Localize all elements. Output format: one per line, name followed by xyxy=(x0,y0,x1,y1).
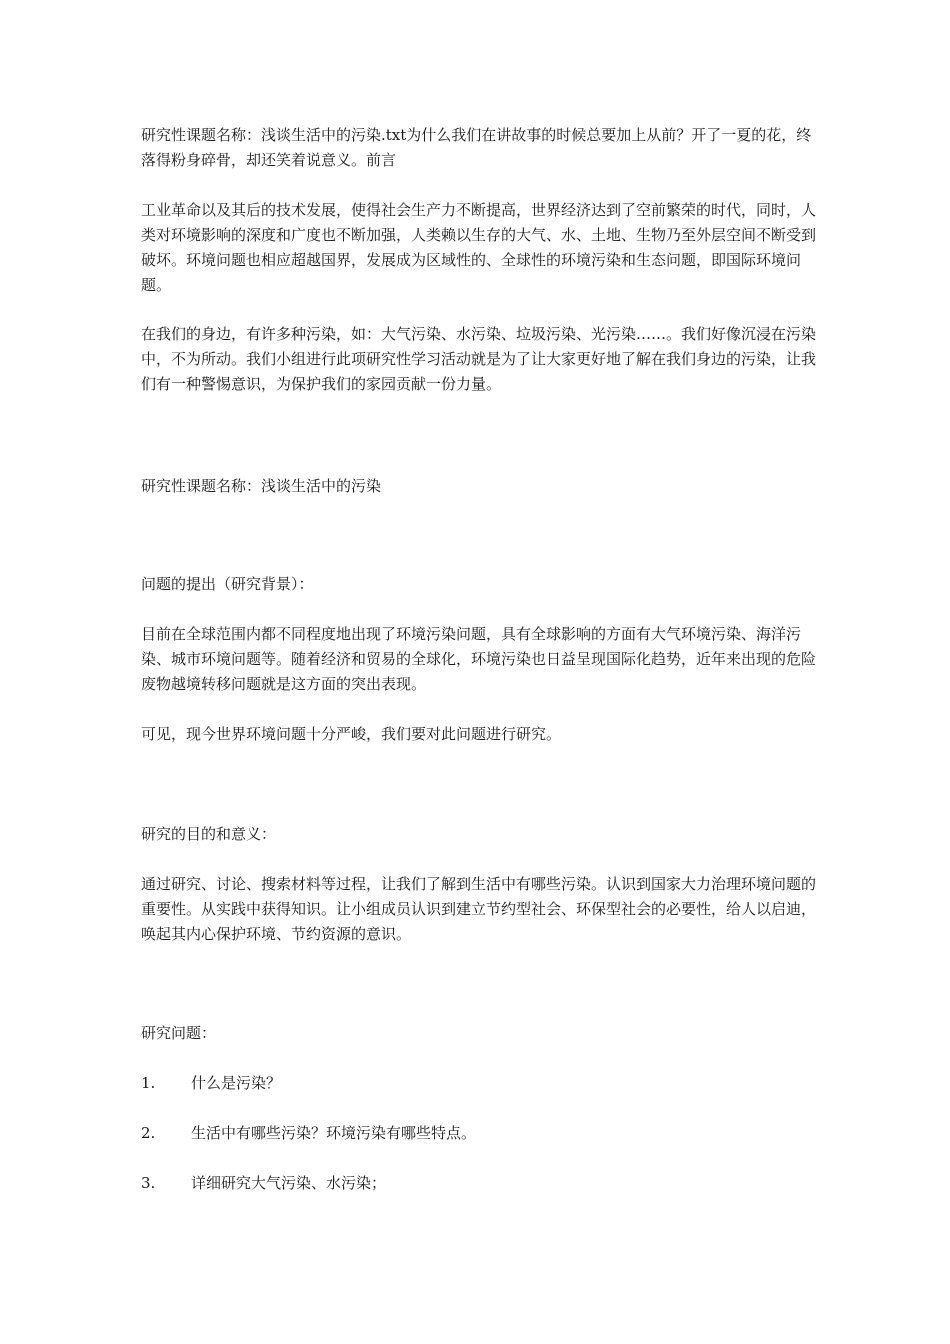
pollution-around-us-paragraph: 在我们的身边，有许多种污染，如：大气污染、水污染、垃圾污染、光污染……。我们好像沉浸在污染中，不为所动。我们小组进行此项研究性学习活动就是为了让大家更好地了解在我们身边的污染，让我们有一种警惕意识，为保护我们的家园贡献一份力量。 xyxy=(141,325,817,393)
question-number: 3. xyxy=(141,1174,156,1192)
background-conclusion: 可见，现今世界环境问题十分严峻，我们要对此问题进行研究。 xyxy=(141,725,562,743)
question-item xyxy=(141,1121,821,1146)
intro-paragraph: 研究性课题名称：浅谈生活中的污染.txt为什么我们在讲故事的时候总要加上从前？开了一夏的花，终落得粉身碎骨，却还笑着说意义。前言 xyxy=(141,126,812,169)
question-number: 2. xyxy=(141,1124,156,1142)
industrial-revolution-paragraph: 工业革命以及其后的技术发展，使得社会生产力不断提高，世界经济达到了空前繁荣的时代，同时，人类对环境影响的深度和广度也不断加强，人类赖以生存的大气、水、土地、生物乃至外层空间不断受到破坏。环境问题也相应超越国界，发展成为区域性的、全球性的环境污染和生态问题，即国际环境问题。 xyxy=(141,201,817,294)
question-text: 详细研究大气污染、水污染； xyxy=(191,1174,387,1192)
question-text: 什么是污染？ xyxy=(191,1074,282,1092)
question-item xyxy=(141,1171,821,1196)
question-number: 1. xyxy=(141,1074,156,1092)
purpose-heading: 研究的目的和意义： xyxy=(141,825,277,843)
topic-title-line: 研究性课题名称：浅谈生活中的污染 xyxy=(141,477,382,495)
background-paragraph: 目前在全球范围内都不同程度地出现了环境污染问题，具有全球影响的方面有大气环境污染、海洋污染、城市环境问题等。随着经济和贸易的全球化，环境污染也日益呈现国际化趋势，近年来出现的危险废物越境转移问题就是这方面的突出表现。 xyxy=(141,625,817,693)
questions-heading: 研究问题： xyxy=(141,1024,217,1042)
purpose-paragraph: 通过研究、讨论、搜索材料等过程，让我们了解到生活中有哪些污染。认识到国家大力治理环境问题的重要性。从实践中获得知识。让小组成员认识到建立节约型社会、环保型社会的必要性，给人以启迪，唤起其内心保护环境、节约资源的意识。 xyxy=(141,875,817,943)
question-item xyxy=(141,1071,821,1096)
background-heading: 问题的提出（研究背景）： xyxy=(141,575,314,593)
question-text: 生活中有哪些污染？环境污染有哪些特点。 xyxy=(191,1124,477,1142)
